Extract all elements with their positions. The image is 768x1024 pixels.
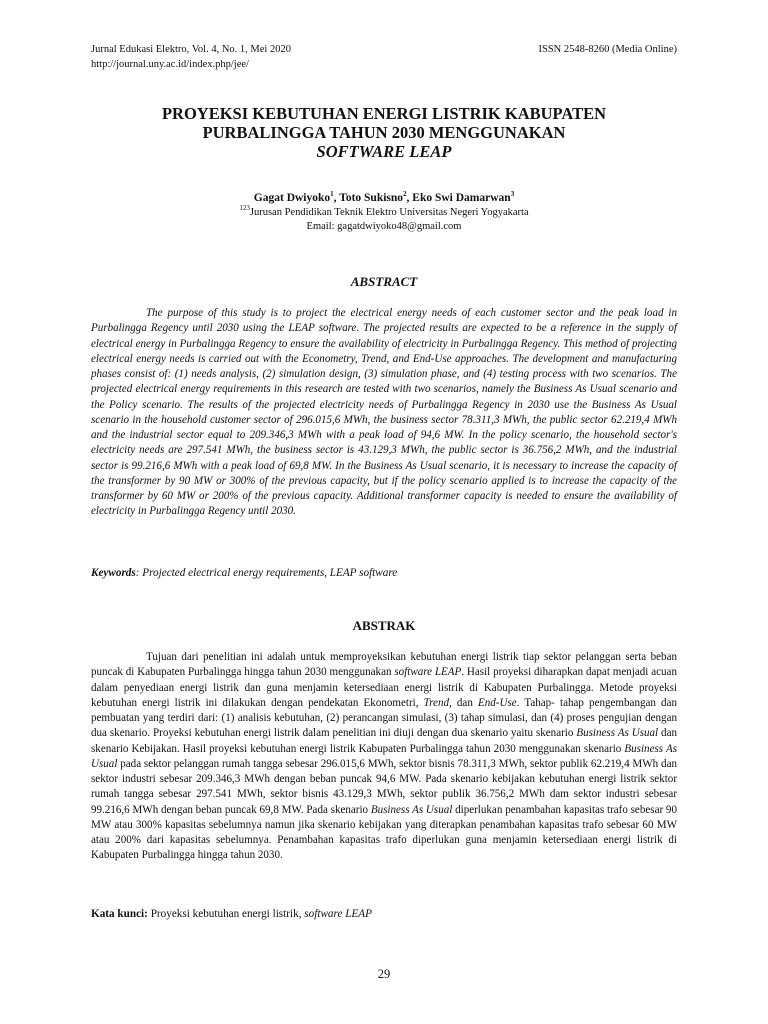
- abstrak-italic: End-Use: [478, 696, 517, 709]
- title-line-1: PROYEKSI KEBUTUHAN ENERGI LISTRIK KABUPATEN: [161, 104, 607, 123]
- journal-citation: Jurnal Edukasi Elektro, Vol. 4, No. 1, Mei 2020: [91, 44, 291, 55]
- author-1-sup: 1: [330, 190, 334, 198]
- affiliation-sup: 123: [239, 204, 250, 212]
- abstrak-segment: . Tahap- tahap pengembangan dan pembuatan yang terdiri dari: (1) analisis kebutuhan, (2) perancangan simulasi, (3) tahap simulasi, dan (4) proses pengujian dengan dua skenario. Proyeksi kebutuhan energi listrik dalam penelitian ini diuji dengan dua skenario yaitu skenario: [91, 696, 678, 740]
- abstrak-italic: Trend,: [423, 696, 452, 709]
- author-2-sup: 2: [403, 190, 407, 198]
- author-separator: ,: [333, 192, 340, 204]
- abstrak-italic: Business As Usual: [91, 742, 677, 770]
- keywords-label: Keywords: [91, 567, 136, 579]
- author-3-sup: 3: [510, 190, 515, 198]
- abstrak-segment: Tujuan dari penelitian ini adalah untuk memproyeksikan kebutuhan energi listrik tiap sektor pelanggan serta beban puncak di Kabupaten Purbalingga hingga tahun 2030 menggunakan: [91, 651, 677, 679]
- abstrak-segment: pada sektor pelanggan rumah tangga sebesar 296.015,6 MWh, sektor bisnis 78.311,3 MWh, sektor publik 62.219,4 MWh dan sektor industri sebesar 209.346,3 MWh dengan beban puncak 94,6 MW. Pada skenario kebijakan kebutuhan energi listrik sektor rumah tangga sebesar 297.541 MWh, sektor bisnis 43.129,3 MWh, sektor publik 36.756,2 MWh dam sektor industri sebesar 99.216,6 MWh dengan beban puncak 69,8 MW. Pada skenario: [91, 757, 677, 816]
- abstrak-italic: Business As Usual: [576, 727, 659, 740]
- abstrak-segment: dan: [451, 696, 478, 709]
- abstract-heading: ABSTRACT: [350, 274, 418, 289]
- author-names: [60, 190, 708, 206]
- issn: ISSN 2548-8260 (Media Online): [538, 44, 677, 55]
- page-number: 29: [377, 967, 391, 981]
- running-header: [91, 42, 677, 72]
- author-3: Eko Swi Damarwan: [412, 192, 511, 204]
- author-1: Gagat Dwiyoko: [253, 192, 331, 204]
- abstract-text: The purpose of this study is to project the electrical energy needs of each customer sector and the peak load in Purbalingga Regency until 2030 using the LEAP software. The projected results are expected to be a reference in the supply of electrical energy in Purbalingga Regency to ensure the availability of electricity in Purbalingga Regency. This method of projecting electrical energy needs is carried out with the Econometry, Trend, and End-Use approaches. The development and manufacturing phases consist of: (1) needs analysis, (2) simulation design, (3) simulation phase, and (4) testing process with two scenarios. The projected electrical energy requirements in this research are tested with two scenarios, namely the Business As Usual scenario and the Policy scenario. The results of the projected electricity needs of Purbalingga Regency in 2030 use the Business As Usual scenario in the household customer sector of 296.015,6 MWh, the business sector 78.311,3 MWh, the public sector 62.219,4 MWh and the industrial sector equal to 209.346,3 MWh with a peak load of 94,6 MW. In the policy scenario, the household sector's electricity needs are 297.541 MWh, the business sector is 43.129,3 MWh, the public sector is 36.756,2 MWh, and the industrial sector is 99.216,6 MWh with a peak load of 69,8 MW. In the Business As Usual scenario, it is necessary to increase the capacity of the transformer by 90 MW or 300% of the previous capacity, but if the policy scenario applied is to increase the capacity of the transformer by 60 MW or 200% of the previous capacity. Additional transformer capacity is needed to ensure the availability of electricity in Purbalingga Regency until 2030.: [91, 307, 677, 518]
- keywords-text: : Projected electrical energy requirements, LEAP software: [135, 567, 398, 579]
- kata-kunci: [91, 908, 677, 920]
- abstrak-italic: software LEAP: [394, 666, 462, 679]
- abstrak-text: [91, 650, 677, 864]
- title-line-3: SOFTWARE LEAP: [316, 142, 452, 161]
- affiliation: [60, 206, 708, 220]
- abstrak-segment: . Hasil proyeksi diharapkan dapat menjadi acuan dalam penyediaan energi listrik dan guna menjamin ketersediaan energi listrik di Kabupaten Purbalingga. Metode proyeksi kebutuhan energi listrik ini dilakukan dengan pendekatan Ekonometri,: [91, 666, 677, 709]
- journal-url: http://journal.uny.ac.id/index.php/jee/: [91, 59, 249, 70]
- abstrak-heading: ABSTRAK: [352, 618, 416, 633]
- title-line-2: PURBALINGGA TAHUN 2030 MENGGUNAKAN: [202, 123, 566, 142]
- author-2: Toto Sukisno: [339, 192, 404, 204]
- abstrak-segment: dan skenario Kebijakan. Hasil proyeksi kebutuhan energi listrik Kabupaten Purbalingga tahun 2030 menggunakan skenario: [91, 727, 677, 755]
- abstrak-italic: Business As Usual: [370, 803, 453, 816]
- kata-kunci-italic: software LEAP: [304, 908, 372, 920]
- kata-kunci-text: Proyeksi kebutuhan energi listrik,: [147, 908, 305, 920]
- keywords: [91, 567, 677, 579]
- abstrak-segment: diperlukan penambahan kapasitas trafo sebesar 90 MW atau 300% kapasitas sebelumnya namun jika skenario kebijakan yang diterapkan penambahan kapasitas trafo sebesar 60 MW atau 200% dari kapasitas sebelumnya. Penambahan kapasitas trafo diperlukan guna menjamin ketersediaan energi listrik di Kabupaten Purbalingga hingga tahun 2030.: [91, 803, 677, 862]
- author-email: Email: gagatdwiyoko48@gmail.com: [306, 221, 462, 232]
- affiliation-text: Jurusan Pendidikan Teknik Elektro Universitas Negeri Yogyakarta: [249, 207, 529, 218]
- kata-kunci-label: Kata kunci:: [91, 908, 148, 920]
- paper-title: [60, 104, 708, 161]
- author-separator: ,: [406, 192, 413, 204]
- author-block: [60, 190, 708, 234]
